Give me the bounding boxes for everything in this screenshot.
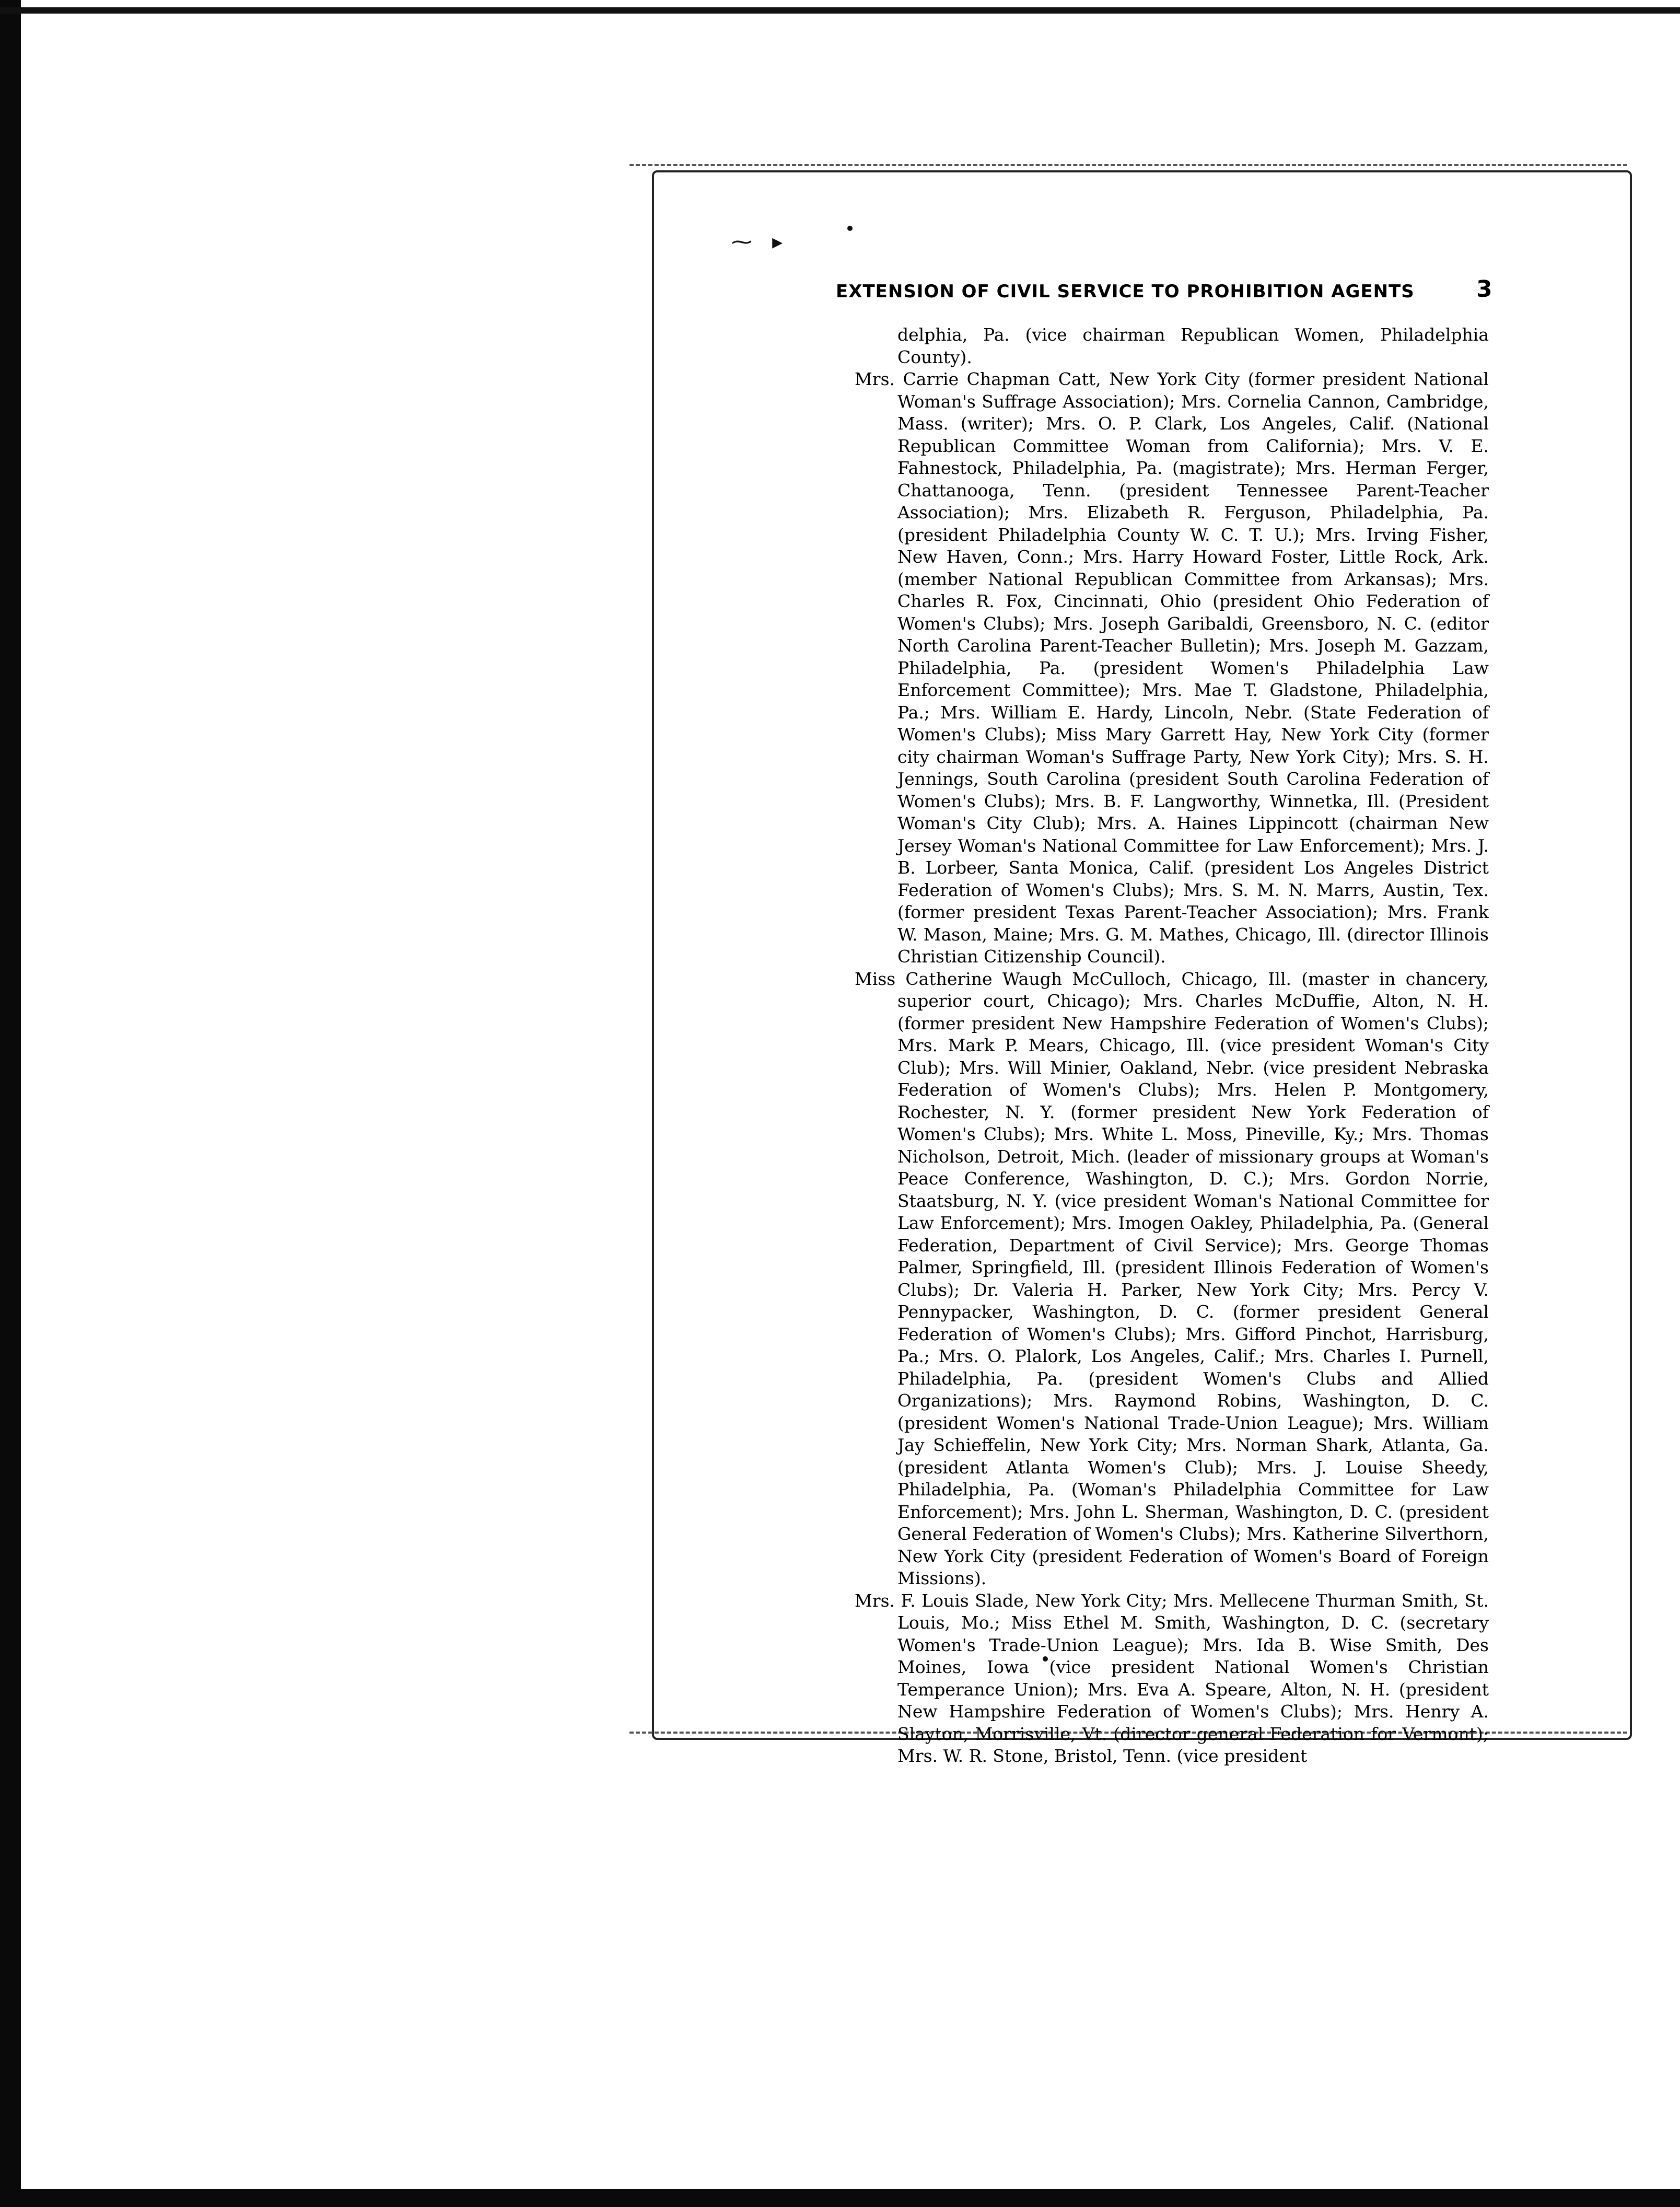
scan-speck xyxy=(847,226,853,231)
scan-mark-glyphs: ⁓ ▸ xyxy=(731,230,783,254)
document-body xyxy=(855,324,1489,1768)
page-edge-top xyxy=(629,164,1627,166)
paragraph-continuation: delphia, Pa. (vice chairman Republican Women, Philadelphia County). xyxy=(897,324,1489,367)
paragraph: Mrs. F. Louis Slade, New York City; Mrs. Mellecene Thurman Smith, St. Louis, Mo.; Miss Ethel M. Smith, Washington, D. C. (secretary Women's Trade-Union League); Mrs. Ida B. Wise Smith, Des Moines, Iowa (vice president National Women's Christian Temperance Union); Mrs. Eva A. Speare, Alton, N. H. (president New Hampshire Federation of Women's Clubs); Mrs. Henry A. Slayton, Morrisville, Vt. (director general Federation for Vermont); Mrs. W. R. Stone, Bristol, Tenn. (vice president xyxy=(855,1590,1489,1766)
running-title: EXTENSION OF CIVIL SERVICE TO PROHIBITION AGENTS xyxy=(836,281,1415,302)
scan-bottom-border xyxy=(0,2189,1680,2207)
paragraph: Miss Catherine Waugh McCulloch, Chicago, Ill. (master in chancery, superior court, Chicago); Mrs. Charles McDuffie, Alton, N. H. (former president New Hampshire Federation of Women's Clubs); Mrs. Mark P. Mears, Chicago, Ill. (vice president Woman's City Club); Mrs. Will Minier, Oakland, Nebr. (vice president Nebraska Federation of Women's Clubs); Mrs. Helen P. Montgomery, Rochester, N. Y. (former president New York Federation of Women's Clubs); Mrs. White L. Moss, Pineville, Ky.; Mrs. Thomas Nicholson, Detroit, Mich. (leader of missionary groups at Woman's Peace Conference, Washington, D. C.); Mrs. Gordon Norrie, Staatsburg, N. Y. (vice president Woman's National Committee for Law Enforcement); Mrs. Imogen Oakley, Philadelphia, Pa. (General Federation, Department of Civil Service); Mrs. George Thomas Palmer, Springfield, Ill. (president Illinois Federation of Women's Clubs); Dr. Valeria H. Parker, New York City; Mrs. Percy V. Pennypacker, Washington, D. C. (former president General Federation of Women's Clubs); Mrs. Gifford Pinchot, Harrisburg, Pa.; Mrs. O. Plalork, Los Angeles, Calif.; Mrs. Charles I. Purnell, Philadelphia, Pa. (president Women's Clubs and Allied Organizations); Mrs. Raymond Robins, Washington, D. C. (president Women's National Trade-Union League); Mrs. William Jay Schieffelin, New York City; Mrs. Norman Shark, Atlanta, Ga. (president Atlanta Women's Club); Mrs. J. Louise Sheedy, Philadelphia, Pa. (Woman's Philadelphia Committee for Law Enforcement); Mrs. John L. Sherman, Washington, D. C. (president General Federation of Women's Clubs); Mrs. Katherine Silverthorn, New York City (president Federation of Women's Board of Foreign Missions). xyxy=(855,968,1489,1588)
paragraph: Mrs. Carrie Chapman Catt, New York City (former president National Woman's Suffrage Association); Mrs. Cornelia Cannon, Cambridge, Mass. (writer); Mrs. O. P. Clark, Los Angeles, Calif. (National Republican Committee Woman from California); Mrs. V. E. Fahnestock, Philadelphia, Pa. (magistrate); Mrs. Herman Ferger, Chattanooga, Tenn. (president Tennessee Parent-Teacher Association); Mrs. Elizabeth R. Ferguson, Philadelphia, Pa. (president Philadelphia County W. C. T. U.); Mrs. Irving Fisher, New Haven, Conn.; Mrs. Harry Howard Foster, Little Rock, Ark. (member National Republican Committee from Arkansas); Mrs. Charles R. Fox, Cincinnati, Ohio (president Ohio Federation of Women's Clubs); Mrs. Joseph Garibaldi, Greensboro, N. C. (editor North Carolina Parent-Teacher Bulletin); Mrs. Joseph M. Gazzam, Philadelphia, Pa. (president Women's Philadelphia Law Enforcement Committee); Mrs. Mae T. Gladstone, Philadelphia, Pa.; Mrs. William E. Hardy, Lincoln, Nebr. (State Federation of Women's Clubs); Miss Mary Garrett Hay, New York City (former city chairman Woman's Suffrage Party, New York City); Mrs. S. H. Jennings, South Carolina (president South Carolina Federation of Women's Clubs); Mrs. B. F. Langworthy, Winnetka, Ill. (President Woman's City Club); Mrs. A. Haines Lippincott (chairman New Jersey Woman's National Committee for Law Enforcement); Mrs. J. B. Lorbeer, Santa Monica, Calif. (president Los Angeles District Federation of Women's Clubs); Mrs. S. M. N. Marrs, Austin, Tex. (former president Texas Parent-Teacher Association); Mrs. Frank W. Mason, Maine; Mrs. G. M. Mathes, Chicago, Ill. (director Illinois Christian Citizenship Council). xyxy=(855,369,1489,967)
scan-top-border xyxy=(0,7,1680,14)
scan-left-border xyxy=(0,0,21,2207)
page-number: 3 xyxy=(1476,276,1492,303)
